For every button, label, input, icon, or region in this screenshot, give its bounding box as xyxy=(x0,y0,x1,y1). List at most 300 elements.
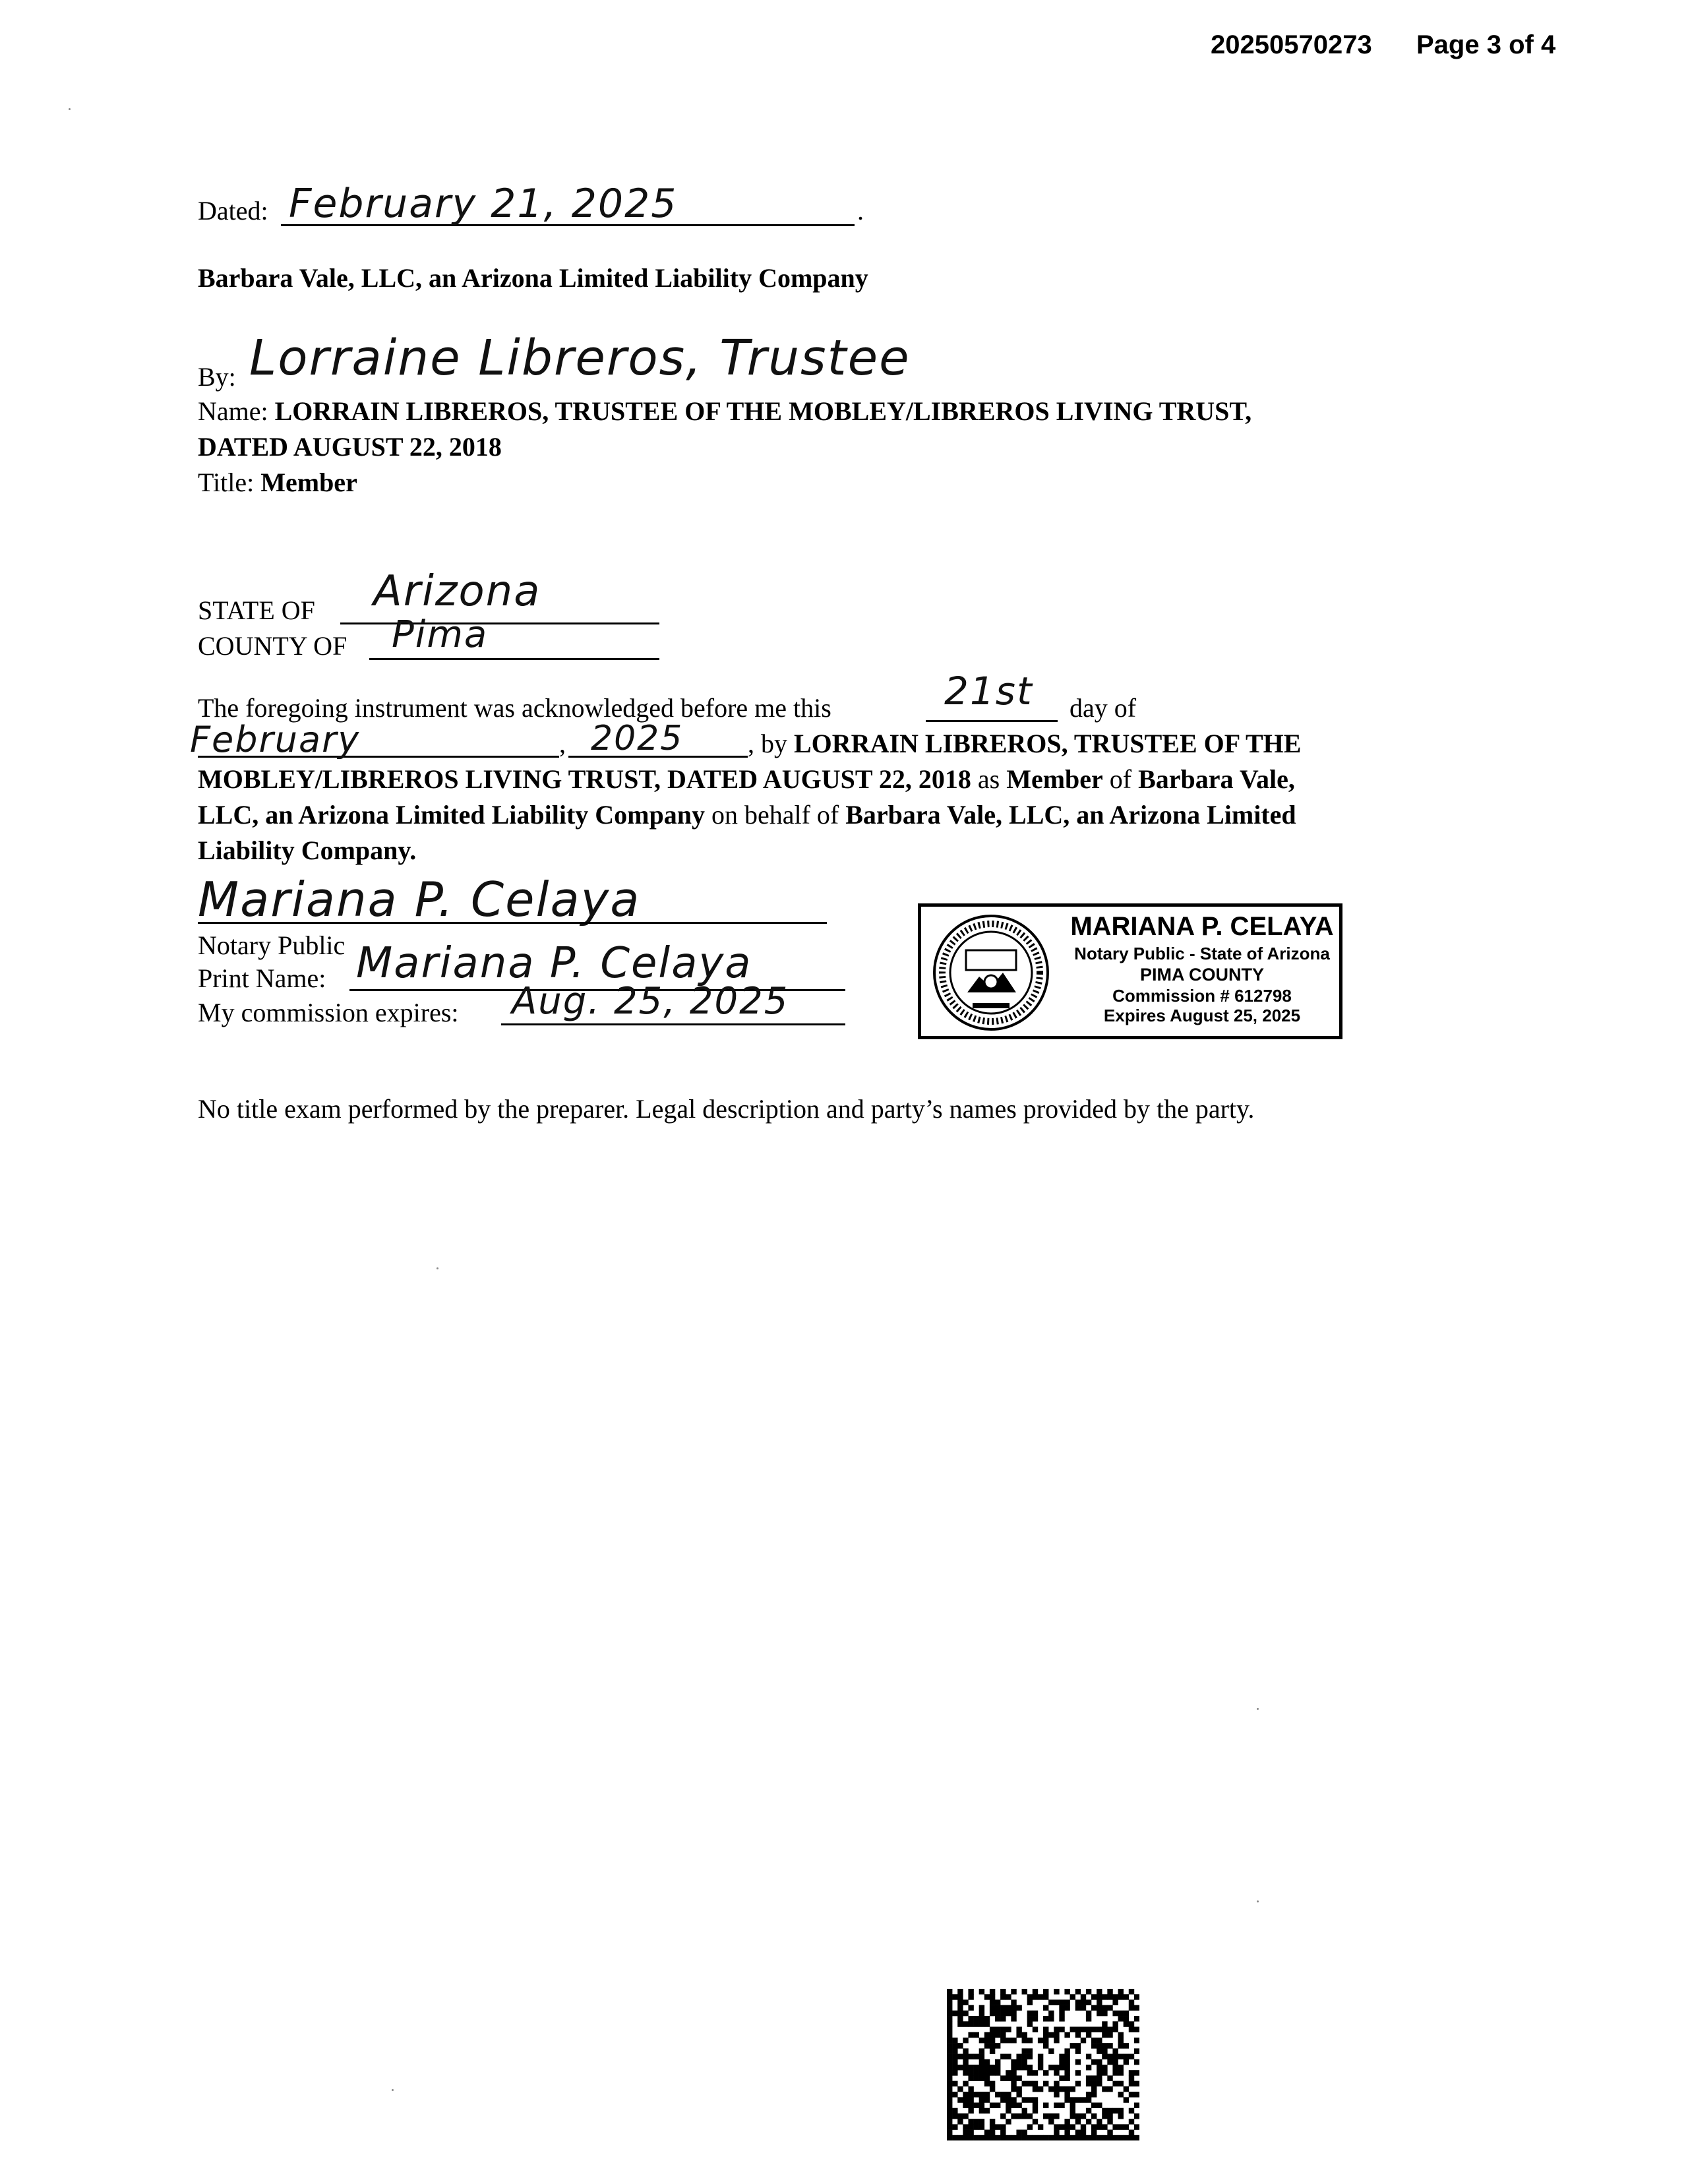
barcode-cell xyxy=(1059,2011,1064,2017)
document-number: 20250570273 xyxy=(1211,30,1372,59)
barcode-cell xyxy=(1097,2070,1102,2076)
barcode-cell xyxy=(1086,2119,1091,2125)
barcode-cell xyxy=(1102,2054,1107,2060)
barcode-cell xyxy=(1054,2081,1059,2087)
barcode-cell xyxy=(952,2113,957,2119)
barcode-cell xyxy=(952,2135,957,2140)
barcode-cell xyxy=(995,2005,1000,2011)
barcode-cell xyxy=(1016,2092,1021,2098)
barcode-cell xyxy=(963,1999,968,2005)
barcode-cell xyxy=(947,2130,952,2136)
barcode-cell xyxy=(1118,2113,1124,2119)
barcode-cell xyxy=(1038,2059,1043,2065)
barcode-cell xyxy=(990,2103,995,2109)
barcode-cell xyxy=(1070,2027,1075,2033)
barcode-cell xyxy=(947,2038,952,2044)
barcode-cell xyxy=(1107,2005,1112,2011)
barcode-cell xyxy=(979,2135,984,2140)
barcode-cell xyxy=(1022,2065,1027,2071)
barcode-cell xyxy=(979,2097,984,2103)
barcode-cell xyxy=(957,2021,963,2027)
barcode-cell xyxy=(1124,2059,1129,2065)
barcode-cell xyxy=(968,1989,973,1995)
barcode-cell xyxy=(1118,2070,1124,2076)
barcode-cell xyxy=(1097,2059,1102,2065)
barcode-cell xyxy=(1043,2005,1048,2011)
barcode-cell xyxy=(1129,2092,1134,2098)
barcode-cell xyxy=(1097,2075,1102,2081)
barcode-cell xyxy=(1033,2027,1038,2033)
ack-line-4 xyxy=(198,797,1296,834)
barcode-cell xyxy=(995,2016,1000,2022)
barcode-cell xyxy=(952,2038,957,2044)
barcode-cell xyxy=(1000,2113,1006,2119)
barcode-cell xyxy=(1097,1989,1102,1995)
barcode-cell xyxy=(1000,2054,1006,2060)
barcode-cell xyxy=(1033,2135,1038,2140)
barcode-cell xyxy=(968,2021,973,2027)
barcode-cell xyxy=(1059,2054,1064,2060)
barcode-cell xyxy=(1016,2054,1021,2060)
barcode-cell xyxy=(1124,2097,1129,2103)
barcode-cell xyxy=(1064,2048,1070,2054)
barcode-cell xyxy=(1027,2048,1033,2054)
barcode-cell xyxy=(968,2119,973,2125)
ack-entity-part2: LLC, an Arizona Limited Liability Company xyxy=(198,800,705,830)
ack-day-underline xyxy=(926,720,1058,722)
barcode-cell xyxy=(1081,1994,1086,2000)
barcode-cell xyxy=(1129,2054,1134,2060)
barcode-cell xyxy=(1022,2130,1027,2136)
title-label: Title: xyxy=(198,468,255,497)
barcode-cell xyxy=(1011,2038,1016,2044)
barcode-cell xyxy=(1006,2108,1011,2114)
barcode-cell xyxy=(1000,2027,1006,2033)
barcode-cell xyxy=(1075,2059,1081,2065)
barcode-cell xyxy=(1033,2086,1038,2092)
barcode-cell xyxy=(1006,2027,1011,2033)
barcode-cell xyxy=(1107,2130,1112,2136)
barcode-cell xyxy=(1016,2032,1021,2038)
barcode-cell xyxy=(1064,2032,1070,2038)
barcode-cell xyxy=(1038,2124,1043,2130)
barcode-cell xyxy=(1027,2113,1033,2119)
barcode-cell xyxy=(979,2075,984,2081)
barcode-cell xyxy=(1091,2081,1097,2087)
barcode-cell xyxy=(1129,1989,1134,1995)
barcode-cell xyxy=(957,2011,963,2017)
barcode-cell xyxy=(952,2081,957,2087)
barcode-cell xyxy=(995,2135,1000,2140)
barcode-cell xyxy=(947,2113,952,2119)
barcode-cell xyxy=(1102,2113,1107,2119)
barcode-cell xyxy=(963,2038,968,2044)
barcode-cell xyxy=(1086,2065,1091,2071)
barcode-cell xyxy=(963,2103,968,2109)
barcode-cell xyxy=(1086,1989,1091,1995)
barcode-cell xyxy=(1097,1994,1102,2000)
barcode-cell xyxy=(1064,2086,1070,2092)
barcode-cell xyxy=(947,2021,952,2027)
barcode-cell xyxy=(968,2130,973,2136)
barcode-cell xyxy=(1075,1989,1081,1995)
county-handwritten-value: Pima xyxy=(392,613,489,656)
barcode-cell xyxy=(968,1994,973,2000)
barcode-cell xyxy=(1075,2027,1081,2033)
barcode-cell xyxy=(979,1989,984,1995)
barcode-cell xyxy=(1081,2005,1086,2011)
barcode-cell xyxy=(995,2092,1000,2098)
barcode-cell xyxy=(1000,2005,1006,2011)
barcode-cell xyxy=(1059,2086,1064,2092)
barcode-cell xyxy=(1081,2124,1086,2130)
barcode-cell xyxy=(1064,2005,1070,2011)
barcode-cell xyxy=(1134,2059,1139,2065)
barcode-cell xyxy=(995,2065,1000,2071)
barcode-cell xyxy=(995,2043,1000,2049)
barcode-cell xyxy=(952,2054,957,2060)
barcode-cell xyxy=(947,1989,952,1995)
barcode-cell xyxy=(1054,2124,1059,2130)
barcode-cell xyxy=(984,2059,990,2065)
dated-period: . xyxy=(857,196,864,226)
barcode-cell xyxy=(1000,2124,1006,2130)
page-indicator: Page 3 of 4 xyxy=(1416,30,1556,59)
barcode-cell xyxy=(1016,2065,1021,2071)
barcode-cell xyxy=(968,2097,973,2103)
barcode-cell xyxy=(1059,2103,1064,2109)
barcode-cell xyxy=(979,2092,984,2098)
barcode-cell xyxy=(1091,2027,1097,2033)
barcode-cell xyxy=(1011,2065,1016,2071)
barcode-cell xyxy=(1043,2070,1048,2076)
barcode-cell xyxy=(990,2032,995,2038)
barcode-cell xyxy=(1000,2097,1006,2103)
barcode-cell xyxy=(1112,2081,1118,2087)
barcode-cell xyxy=(984,2130,990,2136)
barcode-cell xyxy=(1134,2005,1139,2011)
barcode-cell xyxy=(968,2135,973,2140)
barcode-cell xyxy=(995,2027,1000,2033)
barcode-cell xyxy=(1006,2038,1011,2044)
barcode-cell xyxy=(947,1999,952,2005)
barcode-cell xyxy=(984,2135,990,2140)
barcode-cell xyxy=(984,2097,990,2103)
title-line xyxy=(198,464,357,501)
barcode-cell xyxy=(968,2075,973,2081)
barcode-cell xyxy=(1102,2043,1107,2049)
barcode-cell xyxy=(957,2086,963,2092)
barcode-cell xyxy=(995,2011,1000,2017)
barcode-cell xyxy=(1048,2135,1054,2140)
barcode-cell xyxy=(1112,2048,1118,2054)
barcode-cell xyxy=(968,2070,973,2076)
barcode-cell xyxy=(990,2081,995,2087)
scan-speck xyxy=(392,2089,394,2091)
ack-line-2 xyxy=(748,725,1301,762)
barcode-cell xyxy=(1075,1999,1081,2005)
barcode-cell xyxy=(1107,2086,1112,2092)
stamp-state-line: Notary Public - State of Arizona xyxy=(1074,944,1330,963)
barcode-cell xyxy=(1102,2124,1107,2130)
barcode-cell xyxy=(963,2092,968,2098)
barcode-cell xyxy=(1016,2103,1021,2109)
commission-expires-label: My commission expires: xyxy=(198,998,459,1027)
barcode-cell xyxy=(1091,2113,1097,2119)
barcode-cell xyxy=(1006,2097,1011,2103)
barcode-cell xyxy=(1043,1989,1048,1995)
barcode-cell xyxy=(1054,1989,1059,1995)
barcode-cell xyxy=(1054,1999,1059,2005)
ack-line-5 xyxy=(198,832,416,869)
barcode-cell xyxy=(1112,2065,1118,2071)
barcode-cell xyxy=(1102,2108,1107,2114)
barcode-cell xyxy=(974,2065,979,2071)
barcode-cell xyxy=(1027,2054,1033,2060)
barcode-cell xyxy=(947,2043,952,2049)
barcode-cell xyxy=(1129,2135,1134,2140)
barcode-cell xyxy=(1070,2103,1075,2109)
barcode-cell xyxy=(1124,2043,1129,2049)
barcode-cell xyxy=(1043,2032,1048,2038)
barcode-cell xyxy=(1075,2048,1081,2054)
barcode-cell xyxy=(1059,2027,1064,2033)
ack-year-handwritten: 2025 xyxy=(591,719,684,758)
ack-signer-part1: LORRAIN LIBREROS, TRUSTEE OF THE xyxy=(794,729,1302,758)
barcode-cell xyxy=(1107,2043,1112,2049)
barcode-cell xyxy=(984,2065,990,2071)
barcode-cell xyxy=(1064,2124,1070,2130)
barcode-cell xyxy=(947,2070,952,2076)
barcode-cell xyxy=(1054,2130,1059,2136)
barcode-cell xyxy=(1129,2027,1134,2033)
dated-label: Dated: xyxy=(198,196,268,226)
barcode-cell xyxy=(1081,2113,1086,2119)
barcode-cell xyxy=(1038,2054,1043,2060)
barcode-cell xyxy=(1091,2043,1097,2049)
barcode-cell xyxy=(1118,2081,1124,2087)
barcode-cell xyxy=(1075,2113,1081,2119)
barcode-cell xyxy=(1091,2130,1097,2136)
barcode-cell xyxy=(979,2016,984,2022)
barcode-cell xyxy=(1091,1994,1097,2000)
barcode-cell xyxy=(1118,2124,1124,2130)
barcode-cell xyxy=(968,2005,973,2011)
barcode-cell xyxy=(1081,2097,1086,2103)
barcode-cell xyxy=(1011,1989,1016,1995)
barcode-cell xyxy=(1048,1999,1054,2005)
barcode-cell xyxy=(968,2086,973,2092)
ack-by: , by xyxy=(748,729,794,758)
barcode-cell xyxy=(1064,1999,1070,2005)
name-value-line1: LORRAIN LIBREROS, TRUSTEE OF THE MOBLEY/LIBREROS LIVING TRUST, xyxy=(274,396,1252,426)
barcode-cell xyxy=(1086,2075,1091,2081)
barcode-cell xyxy=(1054,2032,1059,2038)
barcode-cell xyxy=(974,2103,979,2109)
barcode-cell xyxy=(963,2097,968,2103)
barcode-cell xyxy=(1006,2103,1011,2109)
barcode-cell xyxy=(1091,2086,1097,2092)
barcode-cell xyxy=(1043,1994,1048,2000)
barcode-cell xyxy=(968,2108,973,2114)
barcode-cell xyxy=(990,2135,995,2140)
barcode-cell xyxy=(947,2016,952,2022)
barcode-cell xyxy=(1006,2054,1011,2060)
barcode-cell xyxy=(995,2103,1000,2109)
barcode-cell xyxy=(1006,2005,1011,2011)
barcode-cell xyxy=(1048,2113,1054,2119)
ack-day-of: day of xyxy=(1070,693,1137,723)
barcode-cell xyxy=(1107,2113,1112,2119)
barcode-cell xyxy=(957,2005,963,2011)
barcode-cell xyxy=(1118,2016,1124,2022)
barcode-cell xyxy=(984,2070,990,2076)
barcode-cell xyxy=(1054,2092,1059,2098)
barcode-cell xyxy=(1070,2097,1075,2103)
barcode-cell xyxy=(1011,2081,1016,2087)
barcode-cell xyxy=(963,2048,968,2054)
barcode-cell xyxy=(963,2070,968,2076)
barcode-cell xyxy=(1011,2135,1016,2140)
barcode-cell xyxy=(1129,1999,1134,2005)
barcode-cell xyxy=(952,2059,957,2065)
barcode-cell xyxy=(1134,2113,1139,2119)
barcode-cell xyxy=(1075,2119,1081,2125)
barcode-cell xyxy=(963,2021,968,2027)
barcode-cell xyxy=(1033,2119,1038,2125)
barcode-cell xyxy=(1033,2011,1038,2017)
barcode-cell xyxy=(1124,1994,1129,2000)
state-underline xyxy=(340,622,659,624)
barcode-cell xyxy=(1118,1989,1124,1995)
barcode-cell xyxy=(1006,1994,1011,2000)
barcode-cell xyxy=(1011,2086,1016,2092)
barcode-cell xyxy=(1064,2075,1070,2081)
barcode-cell xyxy=(1006,2092,1011,2098)
barcode-cell xyxy=(947,2011,952,2017)
ack-day-handwritten: 21st xyxy=(944,669,1033,713)
barcode-cell xyxy=(1022,1989,1027,1995)
barcode-cell xyxy=(979,2103,984,2109)
barcode-cell xyxy=(1038,2038,1043,2044)
barcode-cell xyxy=(979,2124,984,2130)
barcode-cell xyxy=(963,2124,968,2130)
barcode-cell xyxy=(1086,2054,1091,2060)
barcode-cell xyxy=(1059,2016,1064,2022)
barcode-cell xyxy=(968,2065,973,2071)
barcode-cell xyxy=(1134,1994,1139,2000)
barcode-cell xyxy=(1033,2103,1038,2109)
barcode-cell xyxy=(1118,2065,1124,2071)
barcode-cell xyxy=(963,2054,968,2060)
notary-signature-underline xyxy=(198,922,827,924)
barcode-cell xyxy=(974,2119,979,2125)
barcode-cell xyxy=(1006,2070,1011,2076)
barcode-cell xyxy=(947,2032,952,2038)
barcode-cell xyxy=(1033,1994,1038,2000)
barcode-cell xyxy=(990,1989,995,1995)
barcode-cell xyxy=(1107,2059,1112,2065)
barcode-cell xyxy=(1075,2070,1081,2076)
barcode-cell xyxy=(1016,2027,1021,2033)
barcode-cell xyxy=(1027,2011,1033,2017)
barcode-cell xyxy=(1097,2065,1102,2071)
barcode-cell xyxy=(1091,2005,1097,2011)
barcode-cell xyxy=(979,2059,984,2065)
barcode-cell xyxy=(1134,2135,1139,2140)
barcode-cell xyxy=(1102,2021,1107,2027)
barcode-cell xyxy=(1107,1989,1112,1995)
barcode-cell xyxy=(1000,2011,1006,2017)
barcode-cell xyxy=(1086,1999,1091,2005)
barcode-cell xyxy=(1016,2075,1021,2081)
barcode-cell xyxy=(1118,2054,1124,2060)
barcode-cell xyxy=(979,2011,984,2017)
barcode-cell xyxy=(979,2048,984,2054)
barcode-cell xyxy=(1059,2075,1064,2081)
barcode-cell xyxy=(1064,2119,1070,2125)
barcode-cell xyxy=(947,2119,952,2125)
barcode-cell xyxy=(1011,2113,1016,2119)
barcode-cell xyxy=(1118,2135,1124,2140)
barcode-cell xyxy=(1075,2081,1081,2087)
ack-capacity: Member xyxy=(1006,764,1103,794)
barcode-cell xyxy=(1064,2092,1070,2098)
barcode-cell xyxy=(1081,2038,1086,2044)
state-handwritten-value: Arizona xyxy=(373,567,541,616)
barcode-cell xyxy=(1097,2119,1102,2125)
barcode-cell xyxy=(990,2119,995,2125)
barcode-cell xyxy=(1129,2005,1134,2011)
company-name xyxy=(198,260,868,297)
barcode-cell xyxy=(1059,2005,1064,2011)
barcode-cell xyxy=(1033,2016,1038,2022)
barcode-cell xyxy=(947,2005,952,2011)
barcode-cell xyxy=(1070,1994,1075,2000)
barcode-cell xyxy=(1000,2032,1006,2038)
barcode-cell xyxy=(1124,2011,1129,2017)
barcode-cell xyxy=(968,2103,973,2109)
barcode-cell xyxy=(1043,2043,1048,2049)
barcode-cell xyxy=(1118,1994,1124,2000)
barcode-cell xyxy=(1107,2027,1112,2033)
barcode-cell xyxy=(1006,2075,1011,2081)
barcode-cell xyxy=(1091,2075,1097,2081)
barcode-cell xyxy=(1033,1989,1038,1995)
title-value: Member xyxy=(260,468,357,497)
barcode-cell xyxy=(1011,2011,1016,2017)
barcode-cell xyxy=(984,2032,990,2038)
barcode-cell xyxy=(1027,1999,1033,2005)
barcode-cell xyxy=(990,2005,995,2011)
barcode-cell xyxy=(1048,2011,1054,2017)
barcode-cell xyxy=(1011,1999,1016,2005)
barcode-cell xyxy=(947,2108,952,2114)
barcode-cell xyxy=(947,2081,952,2087)
barcode-cell xyxy=(1134,2048,1139,2054)
name-line-1 xyxy=(198,393,1251,430)
barcode-cell xyxy=(1097,2005,1102,2011)
barcode-cell xyxy=(1064,2097,1070,2103)
barcode-cell xyxy=(952,1994,957,2000)
barcode-cell xyxy=(1027,2135,1033,2140)
datamatrix-barcode xyxy=(947,1989,1139,2140)
barcode-cell xyxy=(1129,2070,1134,2076)
barcode-cell xyxy=(1027,2021,1033,2027)
barcode-cell xyxy=(1086,2135,1091,2140)
barcode-cell xyxy=(1022,2081,1027,2087)
barcode-cell xyxy=(974,2070,979,2076)
